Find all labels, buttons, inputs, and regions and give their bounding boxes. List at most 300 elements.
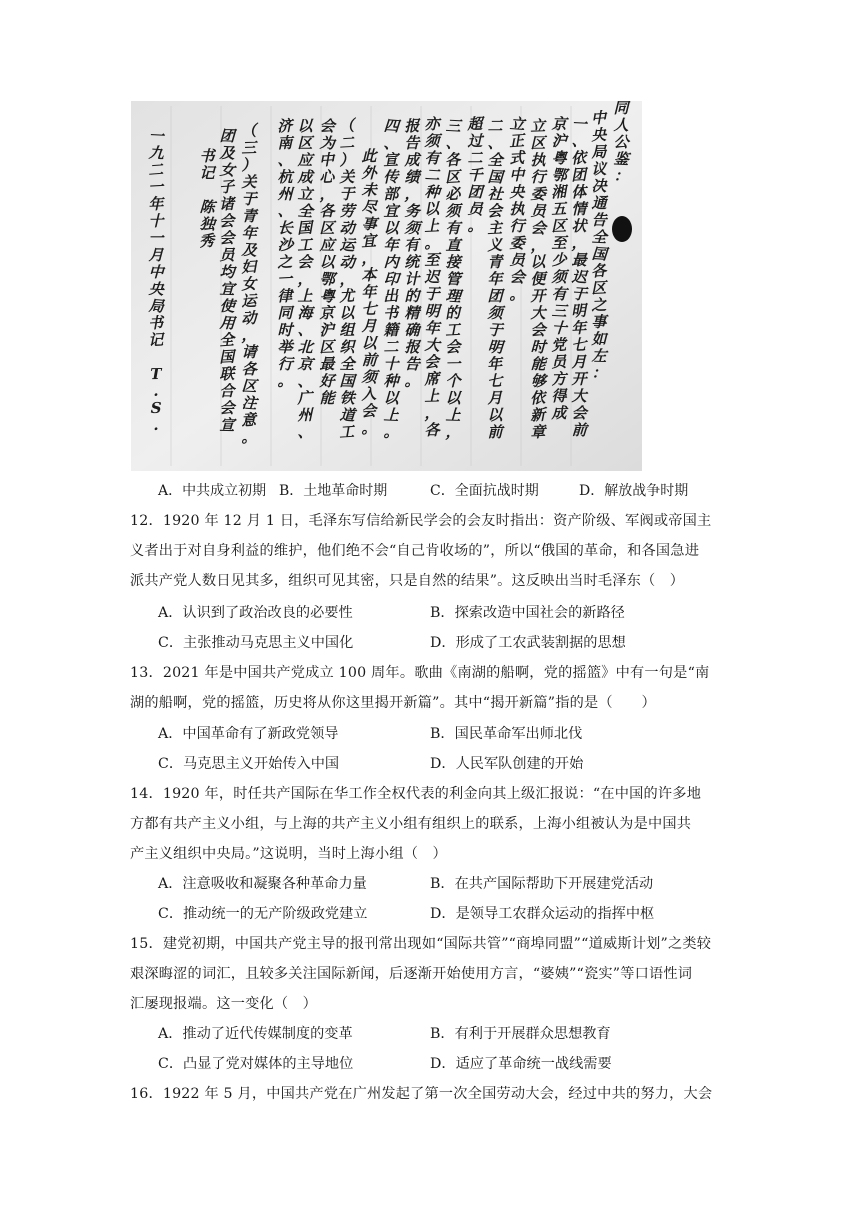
handwritten-char: 成 bbox=[297, 167, 313, 187]
handwritten-char: 于 bbox=[424, 284, 440, 304]
handwritten-char: 工 bbox=[444, 320, 461, 340]
handwritten-char: 道 bbox=[339, 405, 356, 425]
handwritten-char: 粤 bbox=[551, 148, 568, 168]
q15-option-d: D．适应了革命统一战线需要 bbox=[430, 1056, 612, 1072]
handwritten-char: 前 bbox=[361, 350, 378, 370]
handwritten-char: 济 bbox=[276, 116, 293, 136]
handwritten-char: 告 bbox=[591, 210, 607, 230]
handwritten-char: 、 bbox=[571, 131, 588, 151]
handwritten-char: 同 bbox=[613, 101, 629, 117]
q15-stem-line: 汇屡现报端。这一变化（ ） bbox=[130, 996, 318, 1012]
handwritten-char: 注 bbox=[241, 393, 258, 413]
handwritten-char: 京 bbox=[551, 114, 567, 134]
handwritten-char: 须 bbox=[445, 201, 461, 221]
handwritten-char: 中 bbox=[590, 108, 607, 128]
handwritten-char: 、 bbox=[296, 371, 313, 391]
q13-option-a: A．中国革命有了新政党领导 bbox=[158, 726, 339, 742]
handwritten-char: 独 bbox=[199, 214, 216, 234]
handwritten-char: 。 bbox=[467, 216, 484, 236]
handwritten-char: 团 bbox=[219, 126, 235, 146]
handwritten-char: 新 bbox=[529, 405, 546, 425]
handwritten-char: 精 bbox=[404, 304, 420, 322]
handwritten-char: 大 bbox=[571, 386, 587, 406]
handwritten-char: 本 bbox=[361, 265, 377, 285]
handwritten-char: 前 bbox=[487, 423, 503, 441]
handwritten-char: 年 bbox=[570, 318, 587, 338]
handwritten-char: 应 bbox=[297, 150, 313, 170]
handwritten-char: 个 bbox=[445, 372, 461, 390]
handwritten-char: 以 bbox=[423, 199, 440, 219]
handwritten-char: 开 bbox=[530, 286, 546, 306]
handwritten-char: 会 bbox=[219, 228, 235, 248]
handwritten-char: 通 bbox=[591, 193, 607, 213]
q11-option-b: B．土地革命时期 bbox=[279, 483, 388, 499]
handwritten-char: 上 bbox=[383, 405, 400, 425]
handwritten-char: 九 bbox=[148, 143, 165, 163]
handwritten-char: 种 bbox=[383, 371, 399, 391]
handwritten-char: 、 bbox=[445, 133, 462, 153]
handwritten-char: ， bbox=[424, 403, 440, 423]
q12-option-a: A．认识到了政治改良的必要性 bbox=[158, 605, 353, 621]
handwritten-char: 于 bbox=[487, 320, 504, 340]
handwritten-char: 五 bbox=[550, 199, 567, 219]
handwritten-char: 关 bbox=[339, 167, 355, 187]
handwritten-char: 义 bbox=[487, 235, 503, 255]
handwritten-char: 国 bbox=[339, 371, 355, 391]
handwritten-char: 席 bbox=[423, 369, 440, 389]
handwritten-char: 使 bbox=[219, 296, 236, 316]
handwritten-char: 印 bbox=[383, 269, 400, 289]
q13-stem-line: 湖的船啊，党的摇篮，历史将从你这里揭开新篇”。其中“揭开新篇”指的是（ ） bbox=[130, 695, 656, 711]
handwritten-char: 会 bbox=[219, 399, 235, 417]
q12-stem-line: 派共产党人数日见其多，组织可见其密，只是自然的结果”。这反映出当时毛泽东（ ） bbox=[130, 573, 685, 589]
handwritten-char: 好 bbox=[319, 372, 335, 390]
handwritten-char: 七 bbox=[571, 335, 587, 355]
handwritten-char: 至 bbox=[551, 233, 567, 253]
handwritten-char: 广 bbox=[296, 388, 313, 408]
handwritten-char: 式 bbox=[508, 148, 525, 168]
handwritten-char: 时 bbox=[530, 337, 546, 357]
handwritten-char: 均 bbox=[219, 262, 235, 282]
handwritten-char: 计 bbox=[404, 269, 420, 289]
handwritten-char: 工 bbox=[338, 422, 355, 442]
handwritten-char: ： bbox=[613, 166, 630, 186]
handwritten-char: 区 bbox=[241, 376, 258, 396]
handwritten-char: 记 bbox=[199, 163, 215, 183]
handwritten-char: 以 bbox=[529, 252, 546, 272]
handwritten-char: 局 bbox=[148, 296, 165, 316]
handwritten-char: 、 bbox=[277, 150, 293, 170]
handwritten-char: 籍 bbox=[383, 320, 399, 340]
handwritten-char: 左 bbox=[591, 346, 607, 366]
handwritten-char: 陈 bbox=[199, 197, 216, 217]
handwritten-char: 便 bbox=[530, 269, 546, 289]
handwritten-char: 央 bbox=[590, 125, 607, 145]
handwritten-char: 以 bbox=[445, 388, 461, 408]
handwritten-char: 运 bbox=[241, 291, 257, 311]
handwritten-char: 秀 bbox=[198, 231, 215, 251]
handwritten-char: 会 bbox=[423, 352, 440, 372]
handwritten-char: 为 bbox=[319, 133, 336, 153]
handwritten-char: 之 bbox=[276, 252, 293, 272]
handwritten-char: 用 bbox=[219, 313, 236, 333]
handwritten-char: 人 bbox=[613, 115, 629, 135]
handwritten-char: 沪 bbox=[551, 131, 567, 151]
handwritten-char: 举 bbox=[277, 337, 293, 357]
q14-option-d: D．是领导工农群众运动的指挥中枢 bbox=[430, 906, 655, 922]
handwritten-char: 会 bbox=[360, 401, 377, 421]
handwritten-char: 中 bbox=[318, 150, 335, 170]
handwritten-char: 亦 bbox=[424, 115, 440, 133]
handwritten-char: 管 bbox=[445, 269, 462, 289]
handwritten-char: 。 bbox=[383, 422, 400, 442]
handwritten-char: 须 bbox=[361, 367, 378, 387]
handwritten-char: 月 bbox=[571, 352, 587, 372]
handwritten-char: 宣 bbox=[382, 150, 399, 170]
handwritten-char: 一 bbox=[148, 229, 164, 247]
handwritten-char: 铁 bbox=[339, 388, 356, 408]
handwritten-char: 依 bbox=[529, 388, 546, 408]
handwritten-char: 全 bbox=[218, 330, 235, 350]
handwritten-char: 劳 bbox=[339, 201, 355, 221]
handwritten-char: 动 bbox=[339, 218, 355, 238]
q14-option-a: A．注意吸收和凝聚各种革命力量 bbox=[158, 876, 367, 892]
handwritten-char: 区 bbox=[297, 134, 313, 152]
handwritten-char: 于 bbox=[571, 284, 588, 304]
handwritten-char: 明 bbox=[570, 301, 587, 321]
handwritten-char: 上 bbox=[424, 386, 440, 406]
handwritten-char: 上 bbox=[297, 287, 313, 305]
handwritten-char: 全 bbox=[487, 150, 503, 170]
handwritten-char: 京 bbox=[318, 303, 335, 323]
handwritten-char: 月 bbox=[361, 316, 377, 336]
handwritten-char: 以 bbox=[319, 252, 335, 272]
handwritten-char: 立 bbox=[509, 114, 526, 134]
handwritten-char: 南 bbox=[277, 133, 293, 153]
handwritten-char: 央 bbox=[509, 182, 525, 202]
handwritten-char: 国 bbox=[591, 244, 608, 264]
handwritten-char: 律 bbox=[277, 286, 293, 306]
handwritten-char: 外 bbox=[361, 163, 377, 183]
handwritten-char: 青 bbox=[487, 252, 503, 272]
handwritten-char: 二 bbox=[383, 337, 399, 357]
handwritten-char: 联 bbox=[219, 364, 235, 384]
handwritten-char: ， bbox=[297, 269, 313, 289]
handwritten-char: 京 bbox=[297, 354, 314, 374]
handwritten-char: 一 bbox=[147, 177, 164, 197]
handwritten-char: 会 bbox=[486, 201, 503, 221]
handwritten-char: 央 bbox=[148, 279, 165, 299]
handwritten-char: ， bbox=[338, 269, 355, 289]
handwritten-char: 立 bbox=[297, 184, 314, 204]
handwritten-char: 二 bbox=[338, 133, 355, 153]
handwritten-char: 的 bbox=[444, 303, 461, 323]
handwritten-char: S bbox=[150, 398, 162, 418]
handwritten-char: 会 bbox=[509, 267, 526, 287]
handwritten-char: 鄂 bbox=[551, 165, 568, 185]
q14-option-c: C．推动统一的无产阶级政党建立 bbox=[158, 906, 368, 922]
handwritten-char: 状 bbox=[571, 217, 587, 235]
handwritten-char: 委 bbox=[530, 184, 546, 204]
handwritten-char: 千 bbox=[467, 165, 483, 185]
handwritten-char: 国 bbox=[218, 347, 235, 367]
handwritten-char: 方 bbox=[551, 369, 567, 389]
handwritten-char: 议 bbox=[591, 159, 607, 179]
handwritten-char: 应 bbox=[319, 235, 335, 255]
handwritten-char: 之 bbox=[591, 295, 607, 315]
handwritten-char: 动 bbox=[339, 252, 356, 272]
handwritten-char: 于 bbox=[241, 189, 257, 209]
handwritten-char: 以 bbox=[361, 333, 377, 353]
q14-stem-line: 14．1920 年，时任共产国际在华工作全权代表的利金向其上级汇报说：“在中国的许多地 bbox=[130, 786, 702, 802]
handwritten-char: 绩 bbox=[404, 167, 420, 187]
handwritten-char: 尤 bbox=[338, 286, 355, 306]
handwritten-char: 年 bbox=[486, 354, 503, 374]
handwritten-char: 入 bbox=[360, 384, 377, 404]
handwritten-char: 开 bbox=[571, 370, 587, 388]
handwritten-char: 事 bbox=[591, 312, 607, 332]
handwritten-char: 尽 bbox=[361, 197, 378, 217]
q13-option-c: C．马克思主义开始传入中国 bbox=[158, 756, 340, 772]
handwritten-char: 告 bbox=[404, 133, 420, 153]
handwritten-char: 的 bbox=[404, 286, 420, 306]
handwritten-char: 至 bbox=[424, 250, 440, 270]
handwritten-char: 州 bbox=[277, 184, 293, 204]
handwritten-char: 直 bbox=[445, 235, 461, 255]
handwritten-char: 须 bbox=[551, 267, 567, 287]
q13-option-b: B．国民革命军出师北伐 bbox=[430, 726, 583, 742]
handwritten-char: 三 bbox=[445, 116, 462, 136]
handwritten-char: 。 bbox=[404, 371, 421, 391]
handwritten-char: 月 bbox=[148, 245, 164, 265]
q14-stem-line: 产主义组织中央局。”这说明，当时上海小组（ ） bbox=[130, 846, 447, 862]
handwritten-char: 、 bbox=[297, 422, 313, 442]
handwritten-letter-photo bbox=[131, 101, 642, 471]
handwritten-char: 长 bbox=[277, 218, 294, 238]
handwritten-char: 明 bbox=[424, 301, 440, 321]
handwritten-char: 宜 bbox=[360, 231, 377, 251]
handwritten-char: 执 bbox=[509, 200, 525, 218]
handwritten-char: 员 bbox=[467, 199, 484, 219]
handwritten-char: 会 bbox=[571, 403, 587, 423]
handwritten-char: 务 bbox=[404, 201, 421, 221]
handwritten-char: ： bbox=[591, 363, 607, 383]
handwritten-char: 七 bbox=[361, 300, 377, 318]
handwritten-char: 、 bbox=[487, 133, 503, 153]
handwritten-char: （ bbox=[338, 116, 355, 136]
handwritten-char: 公 bbox=[613, 132, 629, 152]
handwritten-char: 得 bbox=[551, 386, 567, 406]
handwritten-char: 年 bbox=[148, 194, 164, 214]
handwritten-char: 最 bbox=[319, 354, 335, 374]
handwritten-char: 年 bbox=[487, 270, 503, 288]
handwritten-char: 海 bbox=[297, 303, 313, 323]
handwritten-char: 员 bbox=[530, 201, 547, 221]
handwritten-char: 报 bbox=[404, 337, 420, 357]
handwritten-char: 沪 bbox=[318, 320, 335, 340]
handwritten-char: 成 bbox=[404, 151, 420, 169]
handwritten-char: 各 bbox=[424, 421, 440, 439]
handwritten-char: ， bbox=[404, 184, 420, 204]
q11-option-c: C．全面抗战时期 bbox=[430, 483, 539, 499]
handwritten-char: 二 bbox=[424, 165, 441, 185]
handwritten-char: 告 bbox=[404, 354, 421, 374]
q14-stem-line: 方都有共产主义小组，与上海的共产主义小组有组织上的联系，上海小组被认为是中国共 bbox=[130, 816, 692, 832]
handwritten-char: 情 bbox=[571, 199, 587, 219]
q12-option-b: B．探索改造中国社会的新路径 bbox=[430, 605, 625, 621]
handwritten-char: 沙 bbox=[277, 235, 294, 255]
handwritten-char: 女 bbox=[219, 160, 236, 180]
handwritten-char: 年 bbox=[241, 223, 258, 243]
handwritten-char: 会 bbox=[445, 337, 461, 357]
handwritten-char: 一 bbox=[445, 354, 461, 374]
handwritten-char: 年 bbox=[424, 318, 441, 338]
handwritten-char: 须 bbox=[404, 218, 421, 238]
handwritten-char: 请 bbox=[241, 342, 257, 362]
handwritten-char: 州 bbox=[297, 405, 313, 425]
handwritten-char: 行 bbox=[530, 167, 546, 187]
handwritten-char: 报 bbox=[404, 116, 420, 136]
q13-option-d: D．人民军队创建的开始 bbox=[430, 756, 584, 772]
handwritten-char: 迟 bbox=[424, 268, 440, 286]
handwritten-char: . bbox=[153, 382, 159, 400]
handwritten-char: 迟 bbox=[571, 267, 588, 287]
handwritten-char: 内 bbox=[383, 252, 400, 272]
handwritten-char: 大 bbox=[530, 304, 546, 322]
handwritten-char: 四 bbox=[383, 116, 400, 136]
handwritten-char: 全 bbox=[591, 227, 608, 247]
handwritten-char: 执 bbox=[530, 151, 546, 169]
handwritten-char: 、 bbox=[277, 201, 293, 221]
handwritten-char: 。 bbox=[424, 233, 440, 253]
q12-option-d: D．形成了工农武装割据的思想 bbox=[430, 635, 626, 651]
handwritten-char: ） bbox=[241, 155, 257, 175]
handwritten-char: 湘 bbox=[550, 182, 567, 202]
handwritten-char: 成 bbox=[551, 404, 567, 422]
handwritten-char: ， bbox=[529, 235, 546, 255]
handwritten-char: 超 bbox=[467, 114, 483, 134]
handwritten-char: 行 bbox=[277, 354, 293, 374]
handwritten-char: 同 bbox=[277, 303, 293, 323]
handwritten-char: 一 bbox=[276, 269, 293, 289]
q11-option-d: D．解放战争时期 bbox=[579, 483, 689, 499]
handwritten-char: 以 bbox=[383, 218, 399, 238]
handwritten-char: 二 bbox=[467, 149, 483, 167]
q13-stem-line: 13．2021 年是中国共产党成立 100 周年。歌曲《南湖的船啊，党的摇篮》中有一句是“南 bbox=[130, 665, 710, 681]
handwritten-char: 于 bbox=[339, 185, 355, 203]
handwritten-char: 宣 bbox=[219, 415, 235, 435]
handwritten-char: 会 bbox=[319, 116, 336, 136]
handwritten-char: 青 bbox=[241, 206, 257, 226]
handwritten-char: 月 bbox=[487, 388, 503, 408]
handwritten-char: 各 bbox=[319, 201, 335, 221]
handwritten-char: 体 bbox=[571, 182, 587, 202]
handwritten-char: 。 bbox=[361, 418, 377, 438]
handwritten-char: . bbox=[153, 415, 160, 435]
handwritten-char: 书 bbox=[382, 303, 399, 323]
handwritten-char: 区 bbox=[444, 167, 461, 187]
handwritten-char: 未 bbox=[361, 180, 377, 200]
handwritten-char: 团 bbox=[467, 182, 483, 202]
handwritten-char: 明 bbox=[487, 337, 504, 357]
handwritten-char: 有 bbox=[551, 284, 567, 304]
handwritten-char: 各 bbox=[241, 359, 257, 379]
handwritten-char: 团 bbox=[570, 165, 587, 185]
handwritten-char: ， bbox=[445, 422, 462, 442]
handwritten-char: 员 bbox=[219, 246, 235, 264]
handwritten-char: 女 bbox=[240, 274, 257, 294]
handwritten-char: 会 bbox=[297, 252, 313, 272]
handwritten-char: 员 bbox=[509, 250, 526, 270]
q14-option-b: B．在共产国际帮助下开展建党活动 bbox=[430, 876, 654, 892]
handwritten-char: 三 bbox=[551, 301, 568, 321]
handwritten-char: 有 bbox=[445, 219, 461, 237]
q12-option-c: C．主张推动马克思主义中国化 bbox=[158, 635, 354, 651]
handwritten-char: 事 bbox=[361, 214, 378, 234]
handwritten-char: 团 bbox=[487, 286, 503, 306]
handwritten-char: 十 bbox=[551, 318, 568, 338]
handwritten-char: 组 bbox=[339, 320, 355, 340]
handwritten-char: ） bbox=[339, 150, 355, 170]
handwritten-char: 关 bbox=[241, 173, 257, 191]
handwritten-char: 正 bbox=[508, 131, 525, 151]
handwritten-char: 最 bbox=[571, 250, 587, 270]
q11-option-a: A．中共成立初期 bbox=[158, 483, 267, 499]
handwritten-char: 杭 bbox=[277, 168, 293, 186]
handwritten-char: 局 bbox=[591, 142, 607, 162]
handwritten-char: 统 bbox=[403, 252, 420, 272]
q15-option-a: A．推动了近代传媒制度的变革 bbox=[158, 1026, 353, 1042]
handwritten-char: 大 bbox=[424, 335, 441, 355]
q15-stem-line: 艰深晦涩的词汇，且较多关注国际新闻，后逐渐开始使用方言，“婆姨”“瓷实”等口语性词 bbox=[130, 966, 693, 982]
handwritten-char: 有 bbox=[403, 235, 420, 255]
handwritten-char: 须 bbox=[424, 131, 440, 151]
handwritten-char: 够 bbox=[530, 371, 547, 391]
handwritten-char: 。 bbox=[277, 371, 294, 391]
q12-stem-line: 12．1920 年 12 月 1 日，毛泽东写信给新民学会的会友时指出：资产阶级、军阀或帝国主 bbox=[130, 513, 712, 529]
handwritten-char: 书 bbox=[147, 313, 164, 333]
handwritten-char: （ bbox=[240, 121, 257, 141]
handwritten-char: 子 bbox=[218, 177, 235, 197]
handwritten-char: 能 bbox=[319, 388, 335, 408]
handwritten-char: 出 bbox=[382, 286, 399, 306]
handwritten-char: 区 bbox=[319, 337, 335, 357]
handwritten-char: ， bbox=[241, 326, 257, 344]
handwritten-char: 及 bbox=[241, 240, 258, 260]
handwritten-char: 上 bbox=[445, 405, 461, 425]
handwritten-char: 意 bbox=[240, 410, 257, 430]
handwritten-char: 全 bbox=[297, 201, 314, 221]
handwritten-char: 及 bbox=[219, 143, 236, 163]
handwritten-char: T bbox=[150, 364, 162, 384]
handwritten-char: 七 bbox=[486, 371, 503, 391]
handwritten-char: 立 bbox=[530, 116, 546, 136]
handwritten-char: 运 bbox=[339, 235, 356, 255]
handwritten-char: 会 bbox=[530, 218, 547, 238]
handwritten-char: 区 bbox=[530, 133, 546, 153]
handwritten-char: 一 bbox=[571, 114, 588, 134]
handwritten-char: ， bbox=[571, 233, 587, 253]
handwritten-char: 国 bbox=[296, 218, 313, 238]
handwritten-char: 十 bbox=[148, 211, 164, 231]
handwritten-char: 书 bbox=[199, 147, 215, 165]
handwritten-char: 须 bbox=[487, 303, 503, 323]
handwritten-char: 各 bbox=[590, 261, 607, 281]
handwritten-char: 接 bbox=[445, 252, 461, 272]
handwritten-char: 时 bbox=[277, 321, 293, 339]
handwritten-char: 织 bbox=[339, 338, 355, 356]
q15-option-c: C．凸显了党对媒体的主导地位 bbox=[158, 1056, 354, 1072]
